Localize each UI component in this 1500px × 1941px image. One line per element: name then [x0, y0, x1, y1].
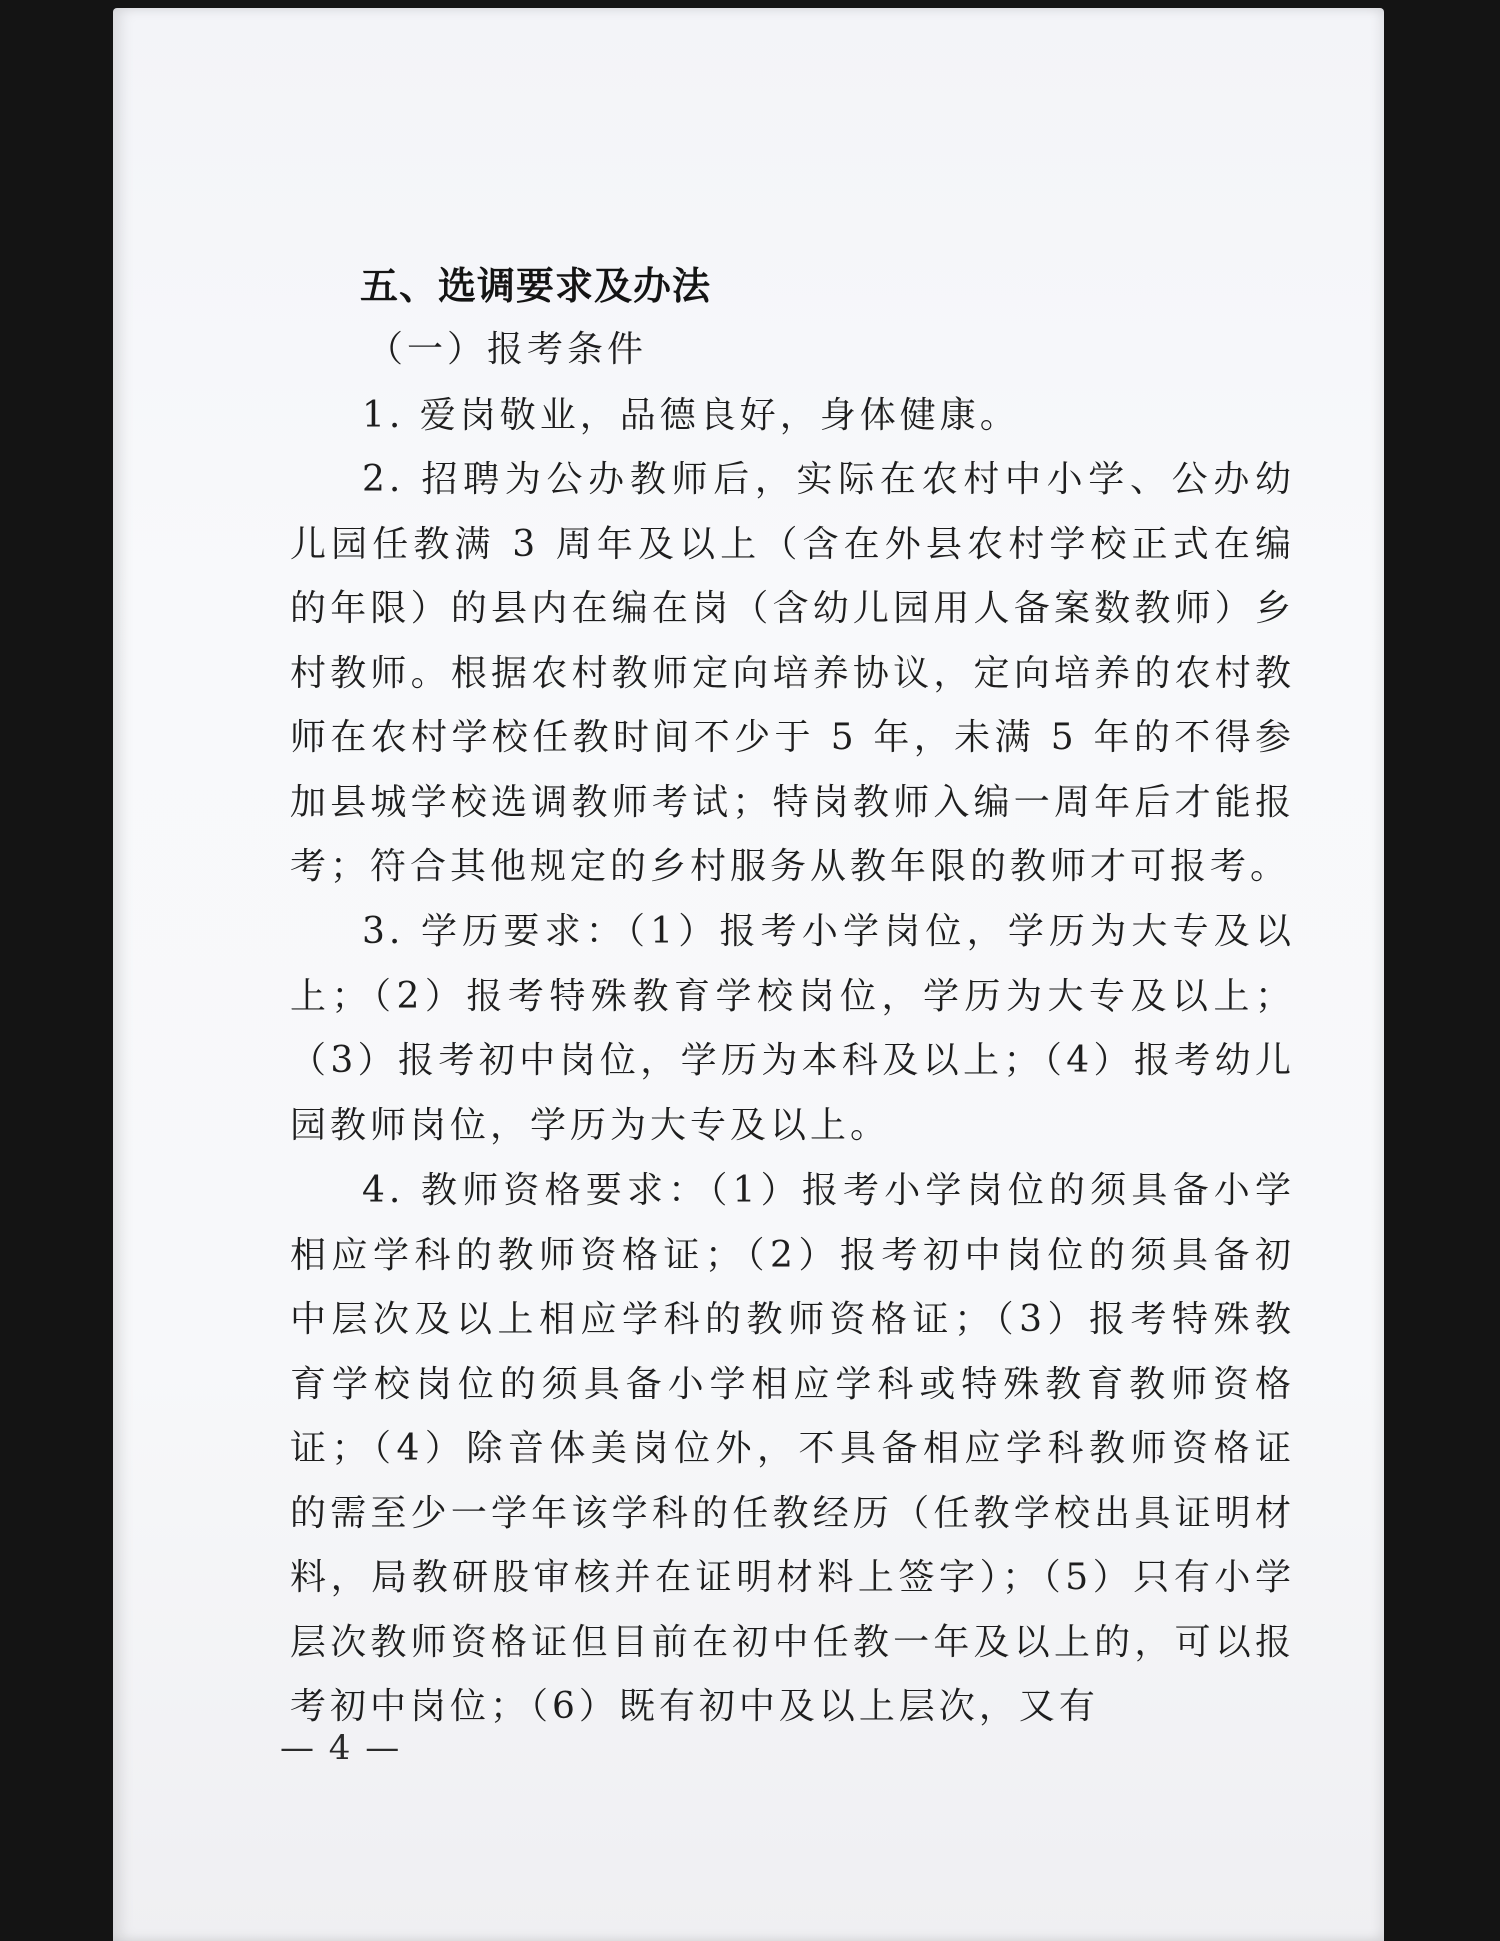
- paragraph-3: 3. 学历要求：（1）报考小学岗位，学历为大专及以上；（2）报考特殊教育学校岗位，学历为大专及以上；（3）报考初中岗位，学历为本科及以上；（4）报考幼儿园教师岗位，学历为大专及以上。: [290, 911, 1295, 1146]
- paragraph-1: 1. 爱岗敬业，品德良好，身体健康。: [362, 395, 1020, 436]
- section-heading: 五、选调要求及办法: [360, 263, 712, 308]
- subsection-heading: （一）报考条件: [367, 329, 648, 370]
- paragraph-2: 2. 招聘为公办教师后，实际在农村中小学、公办幼儿园任教满 3 周年及以上（含在外县农村学校正式在编的年限）的县内在编在岗（含幼儿园用人备案数教师）乡村教师。根据农村教师定向培养协议，定向培养的农村教师在农村学校任教时间不少于 5 年，未满 5 年的不得参加县城学校选调教师考试；特岗教师入编一周年后才能报考；符合其他规定的乡村服务从教年限的教师才可报考。: [290, 459, 1295, 887]
- paragraph-4: 4. 教师资格要求：（1）报考小学岗位的须具备小学相应学科的教师资格证；（2）报考初中岗位的须具备初中层次及以上相应学科的教师资格证；（3）报考特殊教育学校岗位的须具备小学相应学科或特殊教育教师资格证；（4）除音体美岗位外，不具备相应学科教师资格证的需至少一学年该学科的任教经历（任教学校出具证明材料，局教研股审核并在证明材料上签字）；（5）只有小学层次教师资格证但目前在初中任教一年及以上的，可以报考初中岗位；（6）既有初中及以上层次，又有: [290, 1170, 1295, 1727]
- page-number: — 4 —: [280, 1728, 402, 1768]
